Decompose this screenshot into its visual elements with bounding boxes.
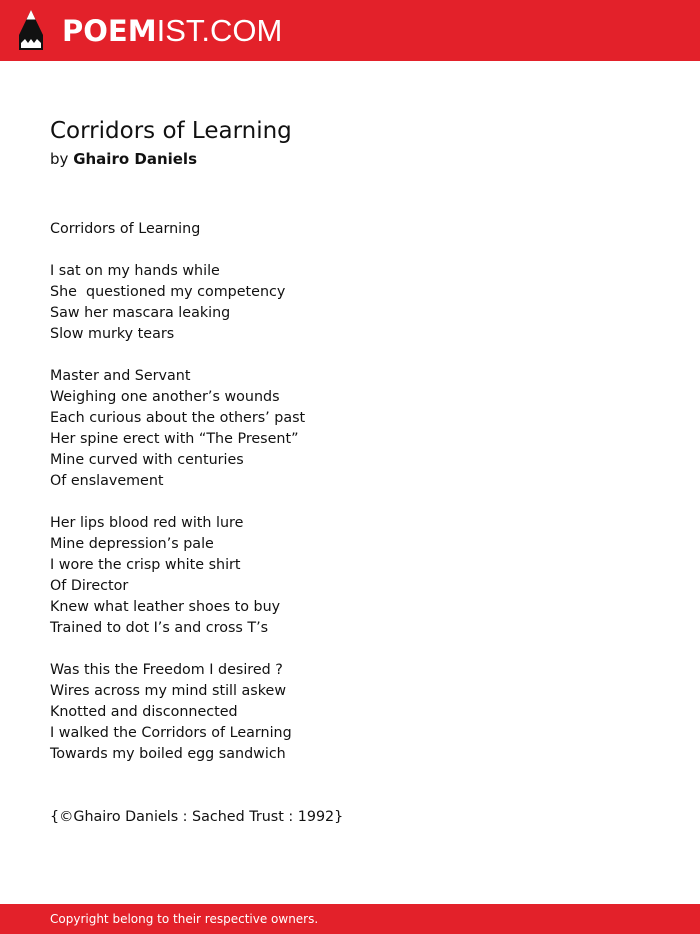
poem-line: Her spine erect with “The Present”	[50, 431, 299, 447]
poem-line: Mine depression’s pale	[50, 536, 214, 552]
poem-copyright: {©Ghairo Daniels : Sached Trust : 1992}	[50, 809, 344, 825]
site-header	[0, 0, 700, 61]
poem-line: She questioned my competency	[50, 284, 286, 300]
poem-line: Saw her mascara leaking	[50, 305, 231, 321]
poem-line: Knew what leather shoes to buy	[50, 599, 281, 615]
poem-byline	[50, 148, 197, 170]
poem-line: Towards my boiled egg sandwich	[50, 746, 286, 762]
poem-line: I walked the Corridors of Learning	[50, 725, 292, 741]
stanza-break	[50, 492, 305, 513]
logo-brand-bold: POEM	[62, 14, 157, 48]
logo-brand-light: IST.COM	[156, 13, 283, 48]
poem-author: Ghairo Daniels	[73, 150, 198, 168]
poem-title: Corridors of Learning	[50, 118, 292, 144]
poem-line: Each curious about the others’ past	[50, 410, 306, 426]
poem-line: Slow murky tears	[50, 326, 175, 342]
poem-line: Mine curved with centuries	[50, 452, 244, 468]
stanza-break	[50, 639, 305, 660]
pencil-icon[interactable]	[17, 9, 45, 51]
poem-line: Was this the Freedom I desired ?	[50, 662, 283, 678]
poem-line: Of enslavement	[50, 473, 164, 489]
poem-line: Knotted and disconnected	[50, 704, 238, 720]
poem-line: Master and Servant	[50, 368, 191, 384]
poem-line: Trained to dot I’s and cross T’s	[50, 620, 269, 636]
poem-line: I wore the crisp white shirt	[50, 557, 241, 573]
by-label: by	[50, 150, 69, 168]
poem-line: I sat on my hands while	[50, 263, 220, 279]
poem-line: Her lips blood red with lure	[50, 515, 244, 531]
poem-line: Wires across my mind still askew	[50, 683, 287, 699]
poem-body	[50, 219, 305, 765]
poem-line: Corridors of Learning	[50, 221, 201, 237]
site-footer	[0, 904, 700, 934]
site-logo[interactable]	[62, 12, 282, 50]
stanza-break	[50, 240, 305, 261]
footer-copyright-text: Copyright belong to their respective owners.	[50, 912, 319, 926]
poem-line: Of Director	[50, 578, 129, 594]
poem-line: Weighing one another’s wounds	[50, 389, 280, 405]
stanza-break	[50, 345, 305, 366]
